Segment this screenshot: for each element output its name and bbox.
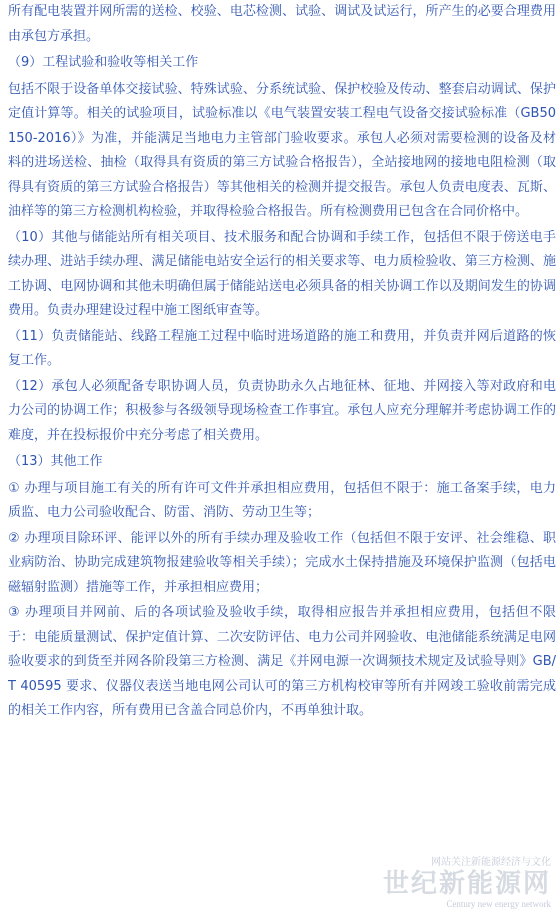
list-item: ② 办理项目除环评、能评以外的所有手续办理及验收工作（包括但不限于安评、社会维稳、职业病防治、协助完成建筑物报建验收等相关手续）；完成水土保持措施及环境保护监测（包括电磁辐射监测）措施等工作，并承担相应费用；	[8, 530, 556, 595]
list-item: ③ 办理项目并网前、后的各项试验及验收手续，取得相应报告并承担相应费用，包括但不限于：电能质量测试、保护定值计算、二次安防评估、电力公司并网验收、电池储能系统满足电网验收要求的到货至并网各阶段第三方检测、满足《并网电源一次调频技术规定及试验导则》GB/T 40595 要求、仪器仪表送当地电网公司认可的第三方机构校审等所有并网竣工验收前需完成的相关工作内容，所有费用已含盖合同总价内，不再单独计取。	[8, 605, 556, 718]
watermark-brand: 世纪新能源网	[382, 869, 551, 899]
paragraph: 包括不限于设备单体交接试验、特殊试验、分系统试验、保护校验及传动、整套启动调试、保护定值计算等。相关的试验项目，试验标准以《电气装置安装工程电气设备交接试验标准（GB50150-2016）》为准，并能满足当地电力主管部门验收要求。承包人必须对需要检测的设备及材料的进场送检、抽检（取得具有资质的第三方试验合格报告），全站接地网的接地电阻检测（取得具有资质的第三方试验合格报告）等其他相关的检测并提交报告。承包人负责电度表、瓦斯、油样等的第三方检测机构检验，并取得检验合格报告。所有检测费用已包含在合同价格中。	[8, 81, 556, 219]
section-heading-9: （9）工程试验和验收等相关工作	[8, 55, 199, 70]
paragraph: （11）负责储能站、线路工程施工过程中临时进场道路的施工和费用，并负责并网后道路的恢复工作。	[8, 328, 556, 368]
section-heading-13: （13）其他工作	[8, 454, 103, 469]
paragraph: （10）其他与储能站所有相关项目、技术服务和配合协调和手续工作，包括但不限于傍送电手续办理、进站手续办理、满足储能电站安全运行的相关要求等、电力质检验收、第三方检测、施工协调、电网协调和其他未明确但属于储能站送电必须具备的相关协调工作以及期间发生的协调费用。负责办理建设过程中施工图纸审查等。	[8, 229, 556, 318]
watermark-english: Century new energy network	[446, 899, 551, 909]
list-item: ① 办理与项目施工有关的所有许可文件并承担相应费用，包括但不限于：施工备案手续，电力质监、电力公司验收配合、防雷、消防、劳动卫生等；	[8, 480, 556, 520]
document-body	[8, 0, 556, 725]
paragraph: （12）承包人必须配备专职协调人员，负责协助永久占地征林、征地、并网接入等对政府和电力公司的协调工作；积极参与各级领导现场检查工作事宜。承包人应充分理解并考虑协调工作的难度，并在投标报价中充分考虑了相关费用。	[8, 378, 556, 443]
watermark-tagline: 网站关注新能源经济与文化	[431, 857, 551, 868]
paragraph: 所有配电装置并网所需的送检、校验、电芯检测、试验、调试及试运行，所产生的必要合理费用由承包方承担。	[8, 4, 556, 44]
watermark	[336, 857, 551, 909]
